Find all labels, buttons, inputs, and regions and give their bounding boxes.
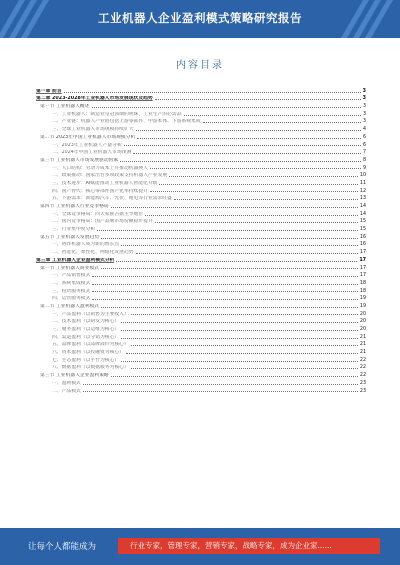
report-title: 工业机器人企业盈利模式策略研究报告 [98,11,302,25]
toc-entry-title: 一、产品盈利（以销售为主要收入） [52,311,129,317]
toc-entry[interactable] [36,363,366,371]
toc-entry[interactable] [36,101,366,109]
toc-entry-title: 二、2024年中国工业机器人市场预测 [52,150,132,156]
toc-entry-page: 23 [359,380,366,386]
toc-entry-page: 19 [359,303,366,309]
toc-dot-leader [155,222,358,223]
toc-dot-leader [121,245,358,246]
toc-entry[interactable] [36,117,366,125]
toc-dot-leader [203,122,361,123]
toc-entry-title: 第三章 工业机器人企业盈利模式分析 [36,257,115,263]
report-footer [0,528,400,565]
toc-entry-title: 第二节 工业机器人盈利模式 [40,303,100,309]
toc-dot-leader [97,230,358,231]
toc-entry-title: 第四节 工业机器人行业竞争格局 [40,204,109,209]
toc-entry-page: 22 [359,365,366,371]
toc-entry-page: 7 [362,150,366,156]
toc-entry-title: 三、技术进步：AI赋能推动工业机器人智能化升级 [52,180,158,186]
toc-entry[interactable] [36,247,366,255]
toc-entry[interactable] [36,163,366,171]
toc-entry-title: 一、协作机器人成为新的增长点 [52,242,120,248]
toc-entry[interactable] [36,201,366,209]
toc-entry-page: 3 [362,111,366,117]
toc-dot-leader [120,161,361,162]
toc-dot-leader [111,376,358,377]
toc-dot-leader [116,261,357,262]
toc-entry[interactable] [36,271,366,279]
toc-entry-page: 20 [359,311,366,317]
toc-entry[interactable] [36,294,366,302]
toc-entry-title: 二、国内竞争格局：国产品牌市场份额稳步提升 [52,219,153,225]
toc-entry-title: 第二节 2023年中国工业机器人市场规模分析 [40,134,136,140]
toc-entry[interactable] [36,240,366,248]
toc-dot-leader [131,345,358,346]
footer-banner: 行业专家，管理专家，营销专家，战略专家，成为企业家...... [118,538,380,554]
toc-entry-page: 17 [359,257,366,263]
toc-dot-leader [124,145,361,146]
toc-entry-page: 6 [362,134,366,140]
toc-entry[interactable] [36,232,366,240]
toc-dot-leader [92,291,358,292]
toc-entry-title: 第二章 2023-2028年工业机器人市场发展现状及趋势 [36,96,153,102]
toc-entry[interactable] [36,132,366,140]
toc-entry-page: 6 [362,142,366,148]
toc-dot-leader [92,284,358,285]
toc-dot-leader [101,238,358,239]
toc-entry-page: 10 [359,173,366,179]
toc-entry-title: 四、运营服务模式 [52,296,91,302]
toc-dot-leader [101,268,358,269]
toc-entry-page: 11 [359,180,366,186]
toc-entry[interactable] [36,209,366,217]
toc-entry-title: 八、数据盈利（以数据服务为核心） [52,365,129,371]
toc-entry-page: 21 [359,342,366,348]
toc-entry-title: 第一章 前言 [36,88,62,94]
toc-entry-page: 17 [359,250,366,256]
toc-dot-leader [121,361,358,362]
toc-heading: 内容目录 [176,60,224,71]
toc-entry-page: 16 [359,234,366,240]
toc-entry-page: 16 [359,242,366,248]
toc-entry-title: 第三节 工业机器人市场发展驱动因素 [40,157,119,163]
toc-entry-title: 七、生态盈利（以平台为核心） [52,357,120,363]
toc-entry-page: 20 [359,327,366,332]
toc-entry[interactable] [36,332,366,340]
toc-entry[interactable] [36,340,366,348]
toc-entry-page: 12 [359,188,366,194]
toc-entry-title: 四、国产替代：核心零部件国产化率持续提升 [52,188,148,194]
toc-entry-title: 三、行业集中度分析 [52,227,96,233]
toc-entry-page: 3 [362,96,366,102]
toc-entry-title: 五、品牌盈利（以品牌溢价为核心） [52,342,129,348]
toc-dot-leader [101,307,358,308]
toc-entry[interactable] [36,155,366,163]
toc-entry-title: 二、技术盈利（以研发为核心） [52,319,120,325]
toc-entry-title: 第一节 工业机器人概述 [40,104,90,110]
toc-dot-leader [155,99,361,100]
toc-entry-title: 一、2023年工业机器人产量分析 [52,142,122,148]
toc-entry[interactable] [36,109,366,117]
toc-entry-title: 三、全球工业机器人市场规模持续扩大 [52,127,134,133]
toc-dot-leader [131,314,358,315]
toc-entry[interactable] [36,324,366,332]
toc-entry-page: 18 [359,280,366,286]
toc-entry-page: 3 [362,104,366,110]
toc-entry-page: 14 [359,204,366,209]
toc-entry[interactable] [36,378,366,386]
table-of-contents [36,86,366,394]
toc-entry-title: 一、人口结构：劳动力成本上升推动机器换人 [52,165,148,171]
toc-entry-page: 8 [362,157,366,163]
toc-dot-leader [64,92,361,93]
toc-entry[interactable] [36,148,366,156]
footer-slogan: 让每个人都能成为 [28,542,97,552]
toc-dot-leader [121,330,358,331]
toc-dot-leader [145,215,358,216]
toc-entry-title: 一、产品销售模式 [52,273,91,279]
toc-entry[interactable] [36,347,366,355]
toc-entry-page: 18 [359,288,366,294]
toc-entry-page: 3 [362,119,366,125]
toc-entry[interactable] [36,370,366,378]
toc-entry-page: 4 [362,127,366,133]
toc-entry[interactable] [36,86,366,94]
toc-entry[interactable] [36,217,366,225]
toc-entry-title: 二、系统集成模式 [52,280,91,286]
toc-entry-page: 20 [359,319,366,325]
toc-entry-title: 二、政策推动：国家出台多项政策支持机器人产业发展 [52,173,168,179]
toc-entry[interactable] [36,255,366,263]
toc-entry[interactable] [36,286,366,294]
toc-entry[interactable] [36,178,366,186]
toc-entry[interactable] [36,171,366,179]
toc-entry-title: 第三节 工业机器人企业盈利策略 [40,373,109,379]
toc-entry-title: 三、租赁服务模式 [52,288,91,294]
toc-entry[interactable] [36,301,366,309]
toc-dot-leader [121,322,358,323]
toc-dot-leader [136,253,358,254]
toc-dot-leader [92,299,358,300]
toc-dot-leader [137,138,361,139]
toc-entry[interactable] [36,224,366,232]
toc-entry-title: 一、全球竞争格局：四大家族占据主导地位 [52,211,144,217]
toc-dot-leader [92,276,358,277]
toc-entry[interactable] [36,309,366,317]
toc-entry-page: 3 [362,88,366,94]
toc-entry[interactable] [36,140,366,148]
toc-dot-leader [184,115,361,116]
toc-entry-title: 一、工业机器人：制造业皇冠顶端的明珠，工业生产的必需品 [52,111,182,117]
toc-dot-leader [150,191,358,192]
toc-dot-leader [150,168,361,169]
toc-entry-title: 四、渠道盈利（以分销为核心） [52,334,120,340]
toc-dot-leader [126,353,358,354]
toc-entry-page: 15 [359,227,366,233]
toc-entry[interactable] [36,94,366,102]
toc-dot-leader [83,384,358,385]
toc-entry-title: 五、下游需求：新能源汽车、光伏、锂电等行业需求旺盛 [52,196,172,202]
report-header [0,0,400,38]
toc-dot-leader [133,153,361,154]
toc-entry-title: 二、产品模式 [52,388,81,394]
toc-dot-leader [136,130,361,131]
toc-entry-page: 17 [359,273,366,279]
toc-entry[interactable] [36,194,366,202]
toc-dot-leader [131,368,358,369]
toc-entry[interactable] [36,278,366,286]
toc-entry[interactable] [36,355,366,363]
toc-entry-page: 14 [359,211,366,217]
toc-dot-leader [111,207,358,208]
toc-entry-page: 17 [359,265,366,271]
toc-entry-page: 21 [359,350,366,356]
toc-dot-leader [159,184,357,185]
toc-dot-leader [121,338,358,339]
toc-entry-title: 三、服务盈利（以运维为核心） [52,327,120,332]
toc-page [26,38,374,528]
toc-dot-leader [83,391,358,392]
toc-entry[interactable] [36,186,366,194]
toc-entry-page: 9 [362,165,366,171]
toc-dot-leader [169,176,358,177]
toc-entry[interactable] [36,386,366,394]
toc-dot-leader [174,199,358,200]
toc-entry[interactable] [36,124,366,132]
toc-entry-title: 二、智能化、柔性化、网络化发展趋势 [52,250,134,256]
toc-entry-title: 第五节 工业机器人发展趋势 [40,234,100,240]
toc-entry[interactable] [36,317,366,325]
toc-entry[interactable] [36,263,366,271]
toc-entry-page: 22 [359,373,366,379]
toc-entry-page: 21 [359,334,366,340]
toc-entry-page: 22 [359,357,366,363]
toc-entry-title: 一、盈利模式 [52,380,81,386]
toc-entry-title: 第一节 工业机器人商业模式 [40,265,100,271]
toc-dot-leader [92,107,361,108]
toc-entry-title: 六、资本盈利（以投融资为核心） [52,350,124,356]
toc-entry-page: 15 [359,219,366,225]
toc-entry-title: 二、产业链：机器人产业链包括上游零部件、中游本体、下游系统集成 [52,119,201,125]
toc-entry-page: 23 [359,388,366,394]
toc-entry-page: 19 [359,296,366,302]
toc-entry-page: 13 [359,196,366,202]
